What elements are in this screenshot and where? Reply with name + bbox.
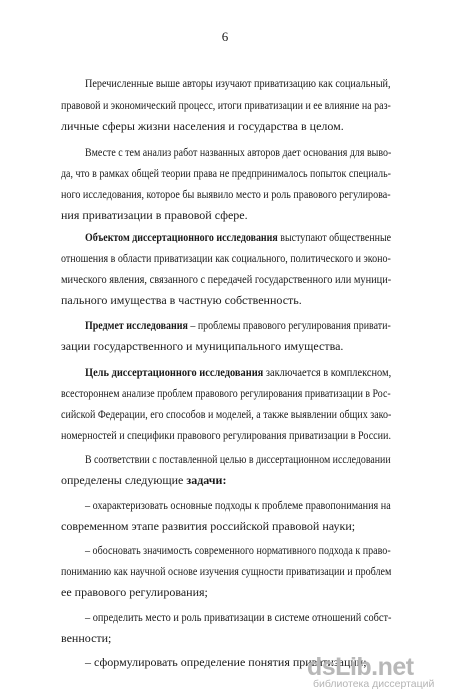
text-span: заключается в комплексном, [263,365,392,379]
tasks-term: задачи: [186,473,227,487]
text-line: Вместе с тем анализ работ названных авторов дает основания для выво- [85,145,392,159]
text-line: пониманию как научной основе изучения сущности приватизации и проблем [61,564,392,578]
text-line [85,230,391,244]
text-line: – охарактеризовать основные подходы к проблеме правопонимания на [85,498,391,512]
text-line: номерностей и специфики правового регулирования приватизации в России. [61,428,391,442]
text-line: ния приватизации в правовой сфере. [61,208,248,222]
object-term: Объектом диссертационного исследования [85,230,278,244]
watermark-logo: dsLib.net [307,653,414,681]
text-line: пального имущества в частную собственность. [61,293,302,307]
text-line: личные сферы жизни населения и государства в целом. [61,119,344,133]
text-line: Перечисленные выше авторы изучают приватизацию как социальный, [85,76,391,90]
text-line: венности; [61,631,112,645]
watermark-caption: библиотека диссертаций [313,678,435,690]
text-line: сийской Федерации, его способов и моделей, а также выявлении общих зако- [61,407,392,421]
subject-term: Предмет исследования [85,318,188,332]
goal-term: Цель диссертационного исследования [85,365,264,379]
text-line: – обосновать значимость современного нормативного подхода к право- [85,543,391,557]
page-number: 6 [221,29,229,44]
text-line: мического явления, связанного с передачей государственного или муници- [61,272,392,286]
text-line: ного исследования, которое бы выявило место и роль правового регулирова- [61,187,391,201]
text-span: определены следующие [61,473,187,487]
watermark[interactable] [305,653,445,691]
text-line: ее правового регулирования; [61,585,208,599]
text-line: – сформулировать определение понятия приватизации; [85,655,367,669]
text-line: – определить место и роль приватизации в системе отношений собст- [85,610,392,624]
text-line: В соответствии с поставленной целью в диссертационном исследовании [85,452,391,466]
text-line: современном этапе развития российской правовой науки; [61,519,356,533]
text-line [85,365,391,379]
text-line: всестороннем анализе проблем правового регулирования приватизации в Рос- [61,386,391,400]
text-span: выступают общественные [277,230,392,244]
text-line [61,473,226,487]
text-line: зации государственного и муниципального имущества. [61,339,344,353]
text-line [85,318,391,332]
text-line: правовой и экономический процесс, итоги приватизации и ее влияние на раз- [61,98,391,112]
text-span: – проблемы правового регулирования привати- [187,318,391,332]
text-line: да, что в рамках общей теории права не предпринималось попыток специаль- [61,166,391,180]
text-line: отношения в области приватизации как социального, политического и эконо- [61,251,391,265]
